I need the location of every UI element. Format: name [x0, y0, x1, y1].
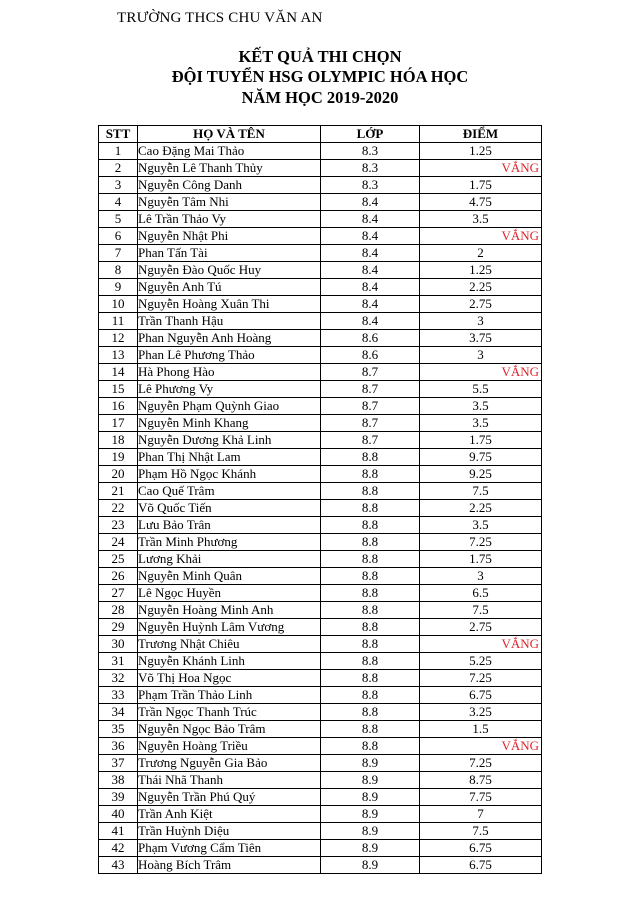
- column-header-stt: STT: [99, 126, 138, 143]
- row-score: 2.25: [420, 279, 542, 296]
- row-name: Trần Anh Kiệt: [138, 806, 321, 823]
- row-score: VẮNG: [420, 160, 542, 177]
- row-stt: 18: [99, 432, 138, 449]
- row-name: Trần Minh Phương: [138, 534, 321, 551]
- row-stt: 8: [99, 262, 138, 279]
- row-score: 1.75: [420, 177, 542, 194]
- column-header-class: LỚP: [321, 126, 420, 143]
- row-stt: 23: [99, 517, 138, 534]
- column-header-score: ĐIỂM: [420, 126, 542, 143]
- row-name: Phan Nguyễn Anh Hoàng: [138, 330, 321, 347]
- table-row: [99, 483, 542, 500]
- row-stt: 31: [99, 653, 138, 670]
- row-score: 3: [420, 313, 542, 330]
- table-row: [99, 279, 542, 296]
- row-class: 8.8: [321, 568, 420, 585]
- row-class: 8.8: [321, 670, 420, 687]
- school-name: TRƯỜNG THCS CHU VĂN AN: [117, 10, 323, 26]
- row-score: 2.75: [420, 619, 542, 636]
- row-stt: 16: [99, 398, 138, 415]
- table-row: [99, 517, 542, 534]
- row-name: Võ Quốc Tiến: [138, 500, 321, 517]
- row-class: 8.7: [321, 364, 420, 381]
- row-score: 6.75: [420, 687, 542, 704]
- row-name: Trần Ngọc Thanh Trúc: [138, 704, 321, 721]
- row-stt: 5: [99, 211, 138, 228]
- row-stt: 15: [99, 381, 138, 398]
- row-class: 8.9: [321, 772, 420, 789]
- table-row: [99, 313, 542, 330]
- row-class: 8.8: [321, 653, 420, 670]
- row-stt: 3: [99, 177, 138, 194]
- page-title-line-2: ĐỘI TUYỂN HSG OLYMPIC HÓA HỌC: [171, 67, 469, 86]
- table-row: [99, 755, 542, 772]
- row-stt: 37: [99, 755, 138, 772]
- row-stt: 10: [99, 296, 138, 313]
- table-row: [99, 602, 542, 619]
- table-row: [99, 738, 542, 755]
- row-stt: 20: [99, 466, 138, 483]
- table-row: [99, 347, 542, 364]
- row-name: Trần Thanh Hậu: [138, 313, 321, 330]
- row-name: Nguyễn Nhật Phi: [138, 228, 321, 245]
- row-name: Nguyễn Anh Tú: [138, 279, 321, 296]
- row-class: 8.4: [321, 313, 420, 330]
- row-score: 3: [420, 347, 542, 364]
- row-class: 8.4: [321, 279, 420, 296]
- table-body: [99, 143, 542, 874]
- row-stt: 30: [99, 636, 138, 653]
- row-score: 7.5: [420, 602, 542, 619]
- table-row: [99, 398, 542, 415]
- row-class: 8.8: [321, 602, 420, 619]
- row-class: 8.8: [321, 704, 420, 721]
- row-stt: 24: [99, 534, 138, 551]
- row-name: Phạm Hồ Ngọc Khánh: [138, 466, 321, 483]
- row-class: 8.3: [321, 177, 420, 194]
- row-score: 5.25: [420, 653, 542, 670]
- table-row: [99, 432, 542, 449]
- row-score: 9.25: [420, 466, 542, 483]
- row-stt: 35: [99, 721, 138, 738]
- column-header-name: HỌ VÀ TÊN: [138, 126, 321, 143]
- row-class: 8.9: [321, 789, 420, 806]
- row-class: 8.8: [321, 738, 420, 755]
- table-row: [99, 228, 542, 245]
- row-score: 6.5: [420, 585, 542, 602]
- row-score: 3.5: [420, 517, 542, 534]
- row-score: VẮNG: [420, 636, 542, 653]
- table-row: [99, 177, 542, 194]
- table-row: [99, 619, 542, 636]
- row-class: 8.6: [321, 347, 420, 364]
- row-class: 8.9: [321, 857, 420, 874]
- row-score: 7.25: [420, 670, 542, 687]
- row-name: Nguyễn Phạm Quỳnh Giao: [138, 398, 321, 415]
- row-class: 8.4: [321, 245, 420, 262]
- row-stt: 21: [99, 483, 138, 500]
- row-name: Nguyễn Lê Thanh Thủy: [138, 160, 321, 177]
- row-class: 8.8: [321, 500, 420, 517]
- row-class: 8.8: [321, 636, 420, 653]
- table-row: [99, 687, 542, 704]
- row-score: 3.5: [420, 211, 542, 228]
- row-class: 8.8: [321, 585, 420, 602]
- row-class: 8.4: [321, 262, 420, 279]
- row-name: Lê Phương Vy: [138, 381, 321, 398]
- row-class: 8.7: [321, 415, 420, 432]
- row-class: 8.8: [321, 534, 420, 551]
- row-score: 3: [420, 568, 542, 585]
- table-row: [99, 262, 542, 279]
- row-name: Phan Lê Phương Thảo: [138, 347, 321, 364]
- row-stt: 33: [99, 687, 138, 704]
- row-score: 6.75: [420, 857, 542, 874]
- table-row: [99, 704, 542, 721]
- row-stt: 19: [99, 449, 138, 466]
- row-name: Trương Nguyễn Gia Bảo: [138, 755, 321, 772]
- row-class: 8.8: [321, 483, 420, 500]
- row-stt: 43: [99, 857, 138, 874]
- table-row: [99, 806, 542, 823]
- row-class: 8.3: [321, 160, 420, 177]
- row-name: Lưu Bảo Trân: [138, 517, 321, 534]
- row-stt: 12: [99, 330, 138, 347]
- row-class: 8.7: [321, 398, 420, 415]
- row-class: 8.9: [321, 755, 420, 772]
- page-title-line-1: KẾT QUẢ THI CHỌN: [238, 47, 402, 66]
- table-row: [99, 721, 542, 738]
- row-stt: 32: [99, 670, 138, 687]
- row-score: 2: [420, 245, 542, 262]
- row-name: Nguyễn Trần Phú Quý: [138, 789, 321, 806]
- row-class: 8.9: [321, 840, 420, 857]
- row-stt: 38: [99, 772, 138, 789]
- row-name: Lê Ngọc Huyền: [138, 585, 321, 602]
- table-row: [99, 466, 542, 483]
- table-row: [99, 823, 542, 840]
- row-score: VẮNG: [420, 738, 542, 755]
- row-score: 1.25: [420, 262, 542, 279]
- row-stt: 26: [99, 568, 138, 585]
- row-name: Cao Đặng Mai Thảo: [138, 143, 321, 160]
- row-name: Thái Nhã Thanh: [138, 772, 321, 789]
- row-stt: 6: [99, 228, 138, 245]
- row-class: 8.8: [321, 619, 420, 636]
- table-row: [99, 585, 542, 602]
- table-row: [99, 415, 542, 432]
- row-class: 8.7: [321, 432, 420, 449]
- row-name: Nguyễn Đào Quốc Huy: [138, 262, 321, 279]
- table-row: [99, 568, 542, 585]
- row-name: Lương Khải: [138, 551, 321, 568]
- table-row: [99, 551, 542, 568]
- table-row: [99, 211, 542, 228]
- results-table: [98, 125, 542, 874]
- row-score: 7.5: [420, 483, 542, 500]
- row-name: Nguyễn Minh Khang: [138, 415, 321, 432]
- row-stt: 27: [99, 585, 138, 602]
- row-stt: 14: [99, 364, 138, 381]
- table-row: [99, 330, 542, 347]
- row-class: 8.6: [321, 330, 420, 347]
- row-stt: 34: [99, 704, 138, 721]
- table-row: [99, 534, 542, 551]
- row-name: Phạm Vương Cẩm Tiên: [138, 840, 321, 857]
- row-score: VẮNG: [420, 228, 542, 245]
- row-class: 8.7: [321, 381, 420, 398]
- row-class: 8.4: [321, 211, 420, 228]
- row-stt: 17: [99, 415, 138, 432]
- table-row: [99, 364, 542, 381]
- row-stt: 40: [99, 806, 138, 823]
- row-stt: 13: [99, 347, 138, 364]
- page-title-line-3: NĂM HỌC 2019-2020: [241, 88, 399, 107]
- row-stt: 39: [99, 789, 138, 806]
- row-score: VẮNG: [420, 364, 542, 381]
- row-class: 8.4: [321, 296, 420, 313]
- table-row: [99, 143, 542, 160]
- row-score: 7.25: [420, 534, 542, 551]
- table-row: [99, 245, 542, 262]
- table-header-row: [99, 126, 542, 143]
- row-class: 8.9: [321, 806, 420, 823]
- row-name: Nguyễn Ngọc Bảo Trâm: [138, 721, 321, 738]
- row-name: Nguyễn Hoàng Minh Anh: [138, 602, 321, 619]
- table-row: [99, 500, 542, 517]
- row-stt: 11: [99, 313, 138, 330]
- row-name: Nguyễn Tâm Nhi: [138, 194, 321, 211]
- row-name: Phan Thị Nhật Lam: [138, 449, 321, 466]
- row-name: Lê Trần Thảo Vy: [138, 211, 321, 228]
- row-class: 8.8: [321, 449, 420, 466]
- row-class: 8.8: [321, 721, 420, 738]
- row-score: 3.75: [420, 330, 542, 347]
- row-score: 9.75: [420, 449, 542, 466]
- row-score: 1.75: [420, 551, 542, 568]
- row-score: 6.75: [420, 840, 542, 857]
- row-class: 8.8: [321, 517, 420, 534]
- table-row: [99, 160, 542, 177]
- row-score: 1.5: [420, 721, 542, 738]
- row-name: Nguyễn Huỳnh Lâm Vương: [138, 619, 321, 636]
- row-class: 8.9: [321, 823, 420, 840]
- table-row: [99, 194, 542, 211]
- row-score: 8.75: [420, 772, 542, 789]
- row-name: Nguyễn Hoàng Triều: [138, 738, 321, 755]
- table-row: [99, 857, 542, 874]
- row-name: Nguyễn Công Danh: [138, 177, 321, 194]
- row-score: 3.25: [420, 704, 542, 721]
- row-name: Trần Huỳnh Diệu: [138, 823, 321, 840]
- row-score: 1.75: [420, 432, 542, 449]
- row-stt: 42: [99, 840, 138, 857]
- row-class: 8.8: [321, 466, 420, 483]
- row-score: 3.5: [420, 398, 542, 415]
- row-score: 4.75: [420, 194, 542, 211]
- row-class: 8.3: [321, 143, 420, 160]
- row-stt: 41: [99, 823, 138, 840]
- table-row: [99, 653, 542, 670]
- row-stt: 36: [99, 738, 138, 755]
- table-row: [99, 840, 542, 857]
- row-score: 7.5: [420, 823, 542, 840]
- row-class: 8.4: [321, 228, 420, 245]
- row-class: 8.8: [321, 687, 420, 704]
- row-score: 7: [420, 806, 542, 823]
- table-row: [99, 381, 542, 398]
- table-row: [99, 449, 542, 466]
- table-row: [99, 772, 542, 789]
- row-stt: 22: [99, 500, 138, 517]
- row-name: Nguyễn Minh Quân: [138, 568, 321, 585]
- row-name: Phạm Trần Thảo Linh: [138, 687, 321, 704]
- row-stt: 25: [99, 551, 138, 568]
- row-name: Trương Nhật Chiêu: [138, 636, 321, 653]
- row-name: Võ Thị Hoa Ngọc: [138, 670, 321, 687]
- row-name: Nguyễn Hoàng Xuân Thi: [138, 296, 321, 313]
- row-stt: 1: [99, 143, 138, 160]
- row-stt: 7: [99, 245, 138, 262]
- row-name: Cao Quế Trâm: [138, 483, 321, 500]
- row-name: Nguyễn Dương Khả Linh: [138, 432, 321, 449]
- table-row: [99, 670, 542, 687]
- row-class: 8.8: [321, 551, 420, 568]
- row-stt: 29: [99, 619, 138, 636]
- row-stt: 4: [99, 194, 138, 211]
- row-stt: 2: [99, 160, 138, 177]
- row-stt: 9: [99, 279, 138, 296]
- row-stt: 28: [99, 602, 138, 619]
- row-score: 2.25: [420, 500, 542, 517]
- row-score: 7.25: [420, 755, 542, 772]
- row-score: 5.5: [420, 381, 542, 398]
- row-name: Nguyễn Khánh Linh: [138, 653, 321, 670]
- table-row: [99, 296, 542, 313]
- row-name: Phan Tấn Tài: [138, 245, 321, 262]
- row-class: 8.4: [321, 194, 420, 211]
- table-row: [99, 789, 542, 806]
- table-row: [99, 636, 542, 653]
- row-score: 7.75: [420, 789, 542, 806]
- row-score: 1.25: [420, 143, 542, 160]
- row-score: 2.75: [420, 296, 542, 313]
- row-name: Hoàng Bích Trâm: [138, 857, 321, 874]
- row-name: Hà Phong Hào: [138, 364, 321, 381]
- row-score: 3.5: [420, 415, 542, 432]
